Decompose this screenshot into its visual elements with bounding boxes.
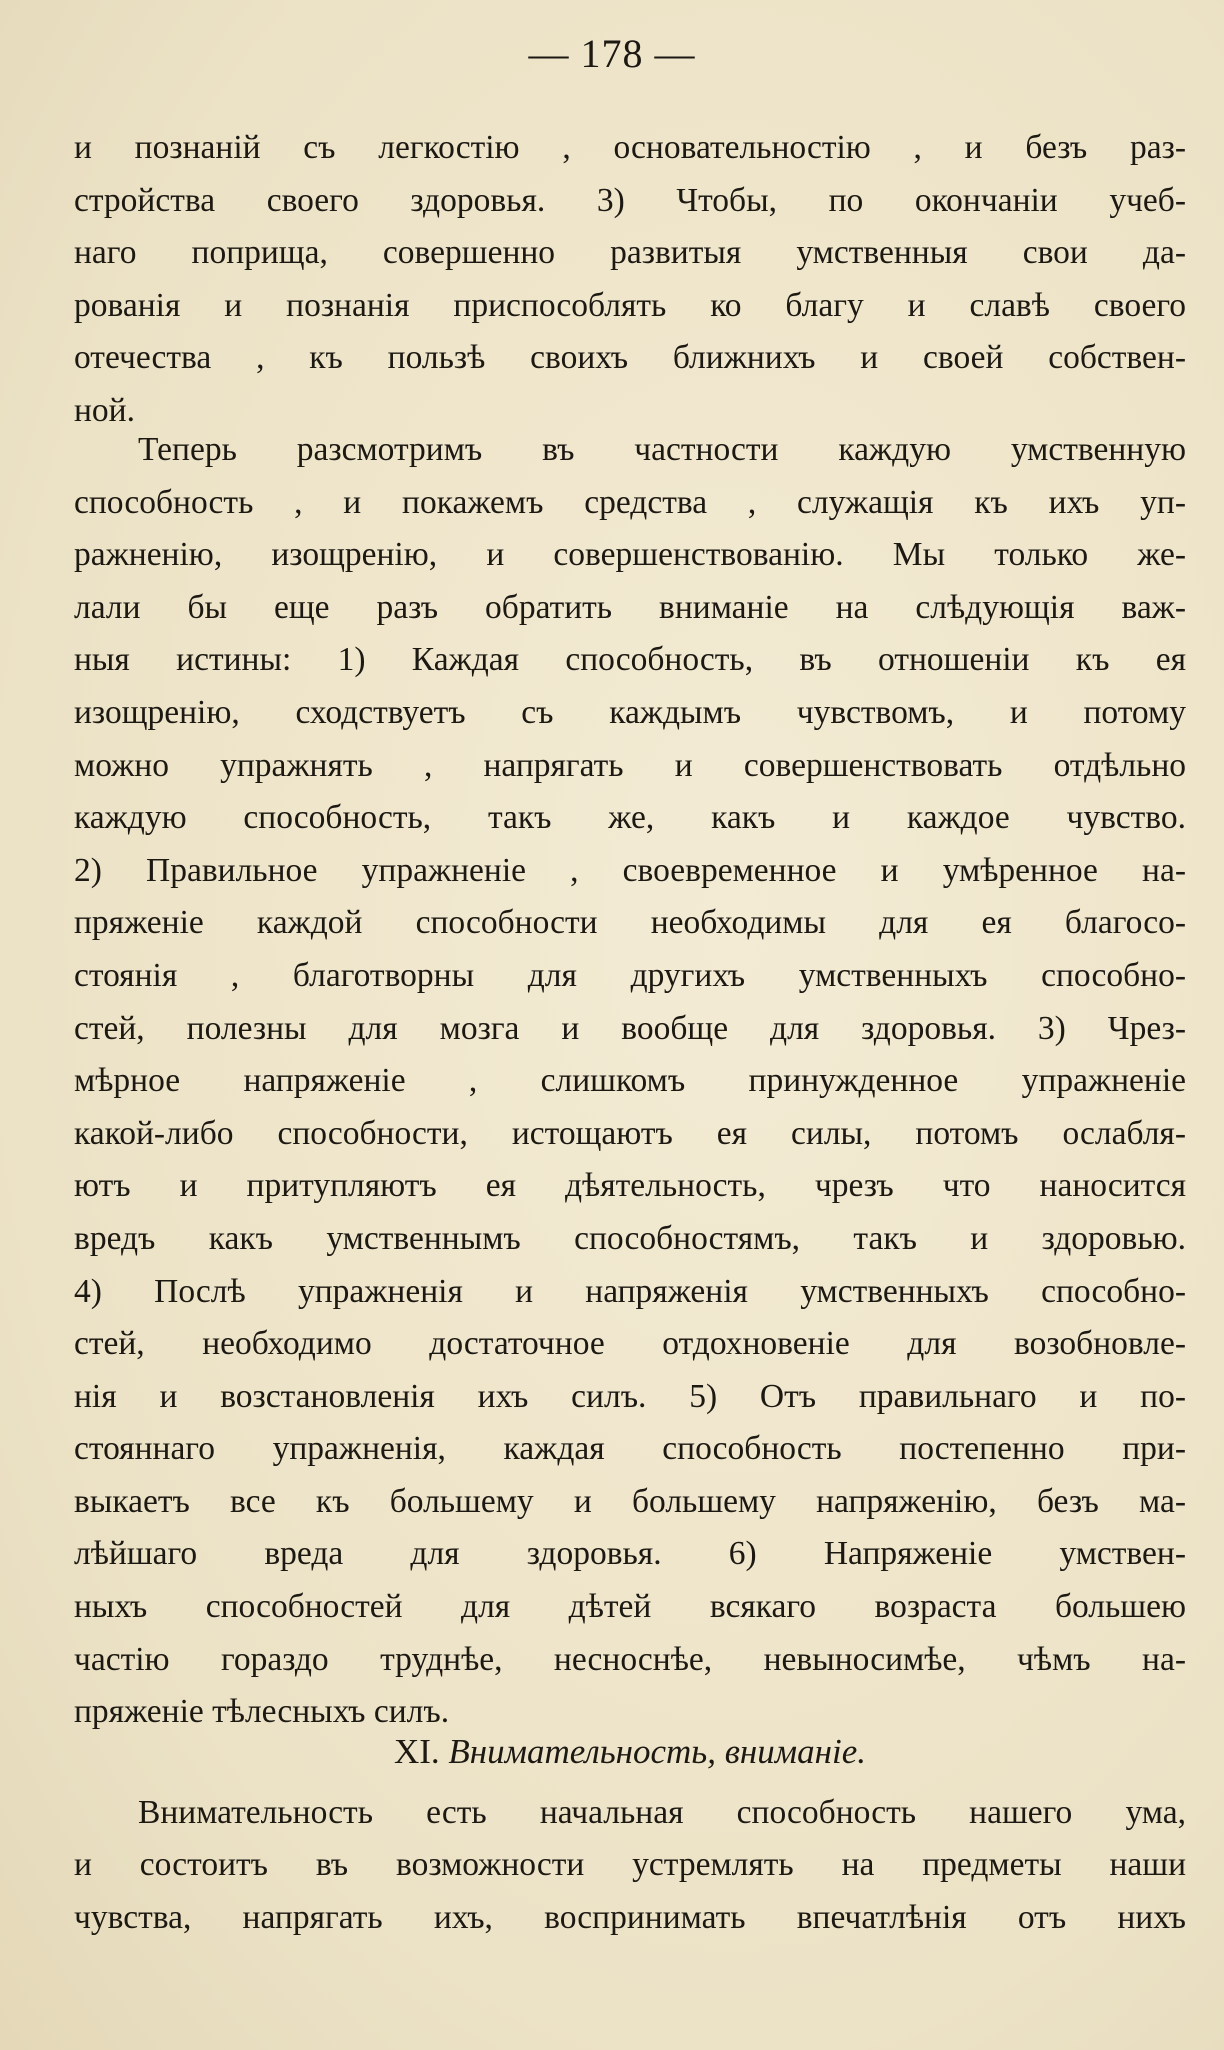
text-line: нія и возстановленія ихъ силъ. 5) Отъ правильнаго и по- [74, 1377, 1186, 1415]
text-line: ютъ и притупляютъ ея дѣятельность, чрезъ что наносится [74, 1167, 1186, 1205]
page-number: — 178 — [528, 31, 696, 76]
text-line: Внимательность есть начальная способность нашего ума, [138, 1793, 1186, 1831]
text-line: стей, полезны для мозга и вообще для здоровья. 3) Чрез- [74, 1009, 1186, 1047]
text-line: стоянія , благотворны для другихъ умственныхъ способно- [74, 956, 1186, 994]
text-line: Теперь разсмотримъ въ частности каждую умственную [138, 431, 1186, 468]
text-line: и познаній съ легкостію , основательностію , и безъ раз- [74, 129, 1186, 166]
text-line: чувства, напрягать ихъ, воспринимать впечатлѣнія отъ нихъ [74, 1898, 1186, 1936]
text-line: какой-либо способности, истощаютъ ея силы, потомъ ослабля- [74, 1114, 1186, 1152]
text-line: наго поприща, совершенно развитыя умственныя свои да- [74, 234, 1186, 272]
text-line: частію гораздо труднѣе, несноснѣе, невыносимѣе, чѣмъ на- [74, 1640, 1186, 1678]
text-line: отечества , къ пользѣ своихъ ближнихъ и своей собствен- [74, 339, 1186, 377]
paragraph-continuation [74, 122, 1186, 438]
section-heading [74, 1726, 1186, 1779]
text-line: стояннаго упражненія, каждая способность постепенно при- [74, 1430, 1186, 1468]
text-line: изощренію, сходствуетъ съ каждымъ чувствомъ, и потому [74, 693, 1186, 731]
section-number: XI. [393, 1732, 440, 1771]
section-block [74, 1718, 1186, 1944]
text-line: мѣрное напряженіе , слишкомъ принужденное упражненіе [74, 1062, 1186, 1100]
text-line: рованія и познанія приспособлять ко благу и славѣ своего [74, 286, 1186, 324]
text-line: 2) Правильное упражненіе , своевременное и умѣренное на- [74, 851, 1186, 889]
section-title: Внимательность, вниманіе. [448, 1732, 866, 1771]
text-line: выкаетъ все къ большему и большему напряженію, безъ ма- [74, 1482, 1186, 1520]
text-line: 4) Послѣ упражненія и напряженія умственныхъ способно- [74, 1272, 1186, 1310]
text-line: ныхъ способностей для дѣтей всякаго возраста большею [74, 1588, 1186, 1626]
text-line: пряженіе тѣлесныхъ силъ. [74, 1693, 450, 1731]
text-line: ныя истины: 1) Каждая способность, въ отношеніи къ ея [74, 641, 1186, 679]
text-line: лали бы еще разъ обратить вниманіе на слѣдующія важ- [74, 588, 1186, 626]
text-line: стей, необходимо достаточное отдохновеніе для возобновле- [74, 1325, 1186, 1363]
text-line: вредъ какъ умственнымъ способностямъ, такъ и здоровью. [74, 1219, 1186, 1257]
text-line: стройства своего здоровья. 3) Чтобы, по окончаніи учеб- [74, 181, 1186, 219]
text-line: можно упражнять , напрягать и совершенствовать отдѣльно [74, 746, 1186, 784]
text-line: каждую способность, такъ же, какъ и каждое чувство. [74, 799, 1186, 837]
text-line: ной. [74, 391, 135, 429]
text-line: способность , и покажемъ средства , служащія къ ихъ уп- [74, 483, 1186, 521]
text-line: ражненію, изощренію, и совершенствованію. Мы только же- [74, 536, 1186, 574]
paragraph-main [74, 424, 1186, 1739]
text-line: лѣйшаго вреда для здоровья. 6) Напряженіе умствен- [74, 1535, 1186, 1573]
text-line: пряженіе каждой способности необходимы для ея благосо- [74, 904, 1186, 942]
text-line: и состоитъ въ возможности устремлять на предметы наши [74, 1846, 1186, 1884]
